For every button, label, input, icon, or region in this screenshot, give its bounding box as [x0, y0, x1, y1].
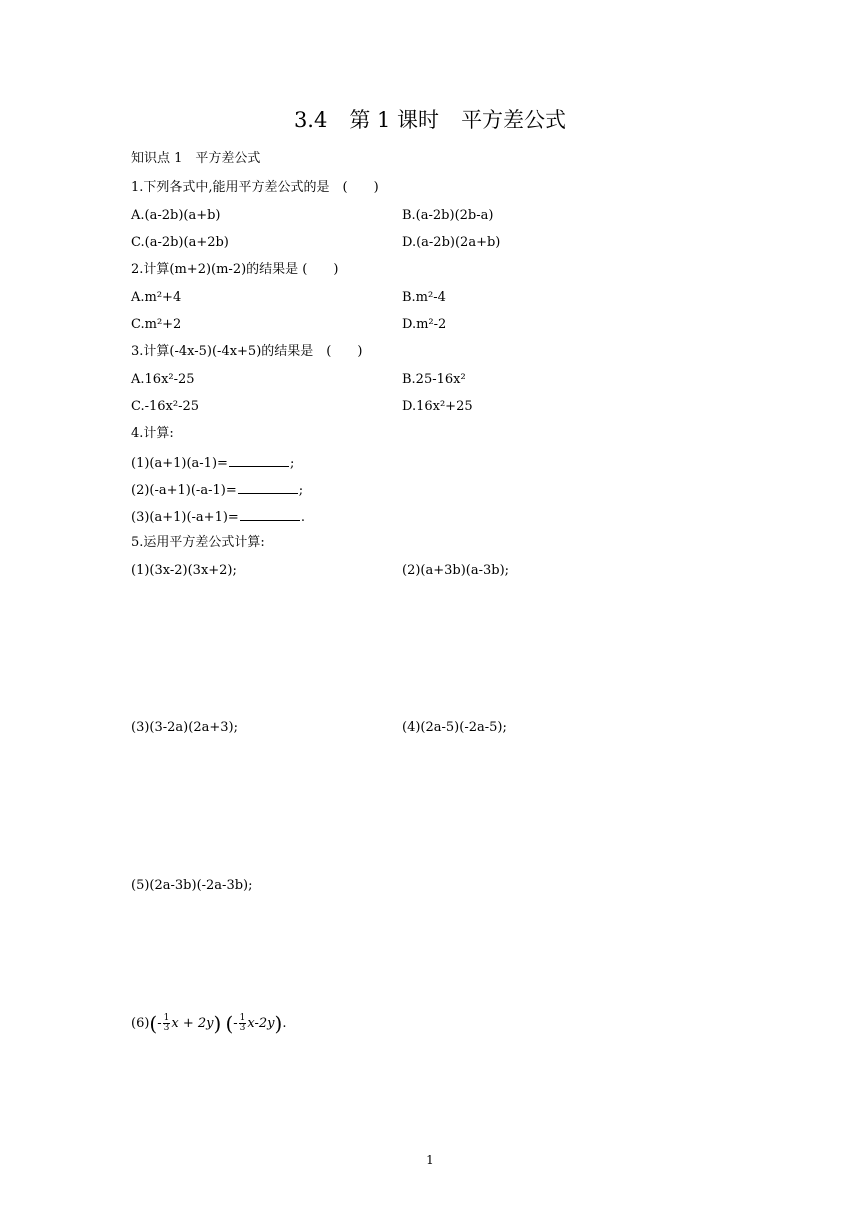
part-6-term-2: x-2y — [247, 1016, 275, 1031]
question-2-stem: 2.计算(m+2)(m-2)的结果是 ( ) — [131, 262, 339, 277]
question-1-option-c: C.(a-2b)(a+2b) — [131, 235, 229, 250]
part-6-label: (6) — [131, 1016, 150, 1031]
question-5-part-1: (1)(3x-2)(3x+2); — [131, 563, 237, 578]
question-5-stem: 5.运用平方差公式计算: — [131, 535, 265, 550]
section-heading: 知识点 1 平方差公式 — [131, 151, 261, 166]
title-lesson: 第 1 课时 — [349, 108, 440, 132]
fraction-one-third-1 — [163, 1014, 171, 1033]
question-4-part-1-end: ; — [289, 456, 295, 471]
question-4-part-3-text: (3)(a+1)(-a+1)= — [131, 510, 239, 525]
right-paren: ) — [213, 1011, 222, 1036]
question-5-part-5: (5)(2a-3b)(-2a-3b); — [131, 878, 253, 893]
part-6-term-1: x + 2y — [171, 1016, 214, 1031]
answer-blank-3[interactable] — [240, 508, 300, 521]
question-4-part-3 — [131, 508, 305, 526]
question-4-part-2 — [131, 481, 303, 499]
question-4-part-3-end: . — [300, 510, 305, 525]
left-paren: ( — [149, 1011, 158, 1036]
question-4-part-1 — [131, 454, 294, 472]
question-4-part-1-text: (1)(a+1)(a-1)= — [131, 456, 228, 471]
fraction-denominator: 3 — [163, 1023, 170, 1033]
fraction-numerator: 1 — [239, 1013, 246, 1023]
fraction-one-third-2 — [239, 1014, 247, 1033]
part-6-sign-1: - — [157, 1016, 162, 1031]
question-1-option-b: B.(a-2b)(2b-a) — [402, 208, 494, 223]
question-4-part-2-text: (2)(-a+1)(-a-1)= — [131, 483, 237, 498]
question-2-option-a: A.m²+4 — [131, 290, 182, 305]
question-4-stem: 4.计算: — [131, 426, 174, 441]
part-6-end: . — [282, 1016, 287, 1031]
question-5-part-6 — [131, 1011, 287, 1036]
answer-blank-2[interactable] — [238, 481, 298, 494]
page-number: 1 — [426, 1153, 434, 1167]
question-1-option-d: D.(a-2b)(2a+b) — [402, 235, 501, 250]
title-number: 3.4 — [293, 108, 328, 132]
fraction-denominator: 3 — [239, 1023, 246, 1033]
question-3-option-d: D.16x²+25 — [402, 399, 473, 414]
answer-blank-1[interactable] — [229, 454, 289, 467]
question-3-option-a: A.16x²-25 — [131, 372, 195, 387]
right-paren: ) — [274, 1011, 283, 1036]
question-2-option-d: D.m²-2 — [402, 317, 447, 332]
question-5-part-2: (2)(a+3b)(a-3b); — [402, 563, 510, 578]
question-1-stem: 1.下列各式中,能用平方差公式的是 ( ) — [131, 180, 379, 195]
question-1-option-a: A.(a-2b)(a+b) — [131, 208, 221, 223]
question-2-option-b: B.m²-4 — [402, 290, 446, 305]
fraction-numerator: 1 — [163, 1013, 170, 1023]
question-3-option-b: B.25-16x² — [402, 372, 466, 387]
question-3-stem: 3.计算(-4x-5)(-4x+5)的结果是 ( ) — [131, 344, 363, 359]
question-2-option-c: C.m²+2 — [131, 317, 182, 332]
question-5-part-4: (4)(2a-5)(-2a-5); — [402, 720, 507, 735]
page-title — [0, 107, 860, 133]
question-4-part-2-end: ; — [298, 483, 304, 498]
question-5-part-3: (3)(3-2a)(2a+3); — [131, 720, 238, 735]
left-paren: ( — [225, 1011, 234, 1036]
question-3-option-c: C.-16x²-25 — [131, 399, 200, 414]
part-6-sign-2: - — [233, 1016, 238, 1031]
title-topic: 平方差公式 — [461, 108, 567, 132]
